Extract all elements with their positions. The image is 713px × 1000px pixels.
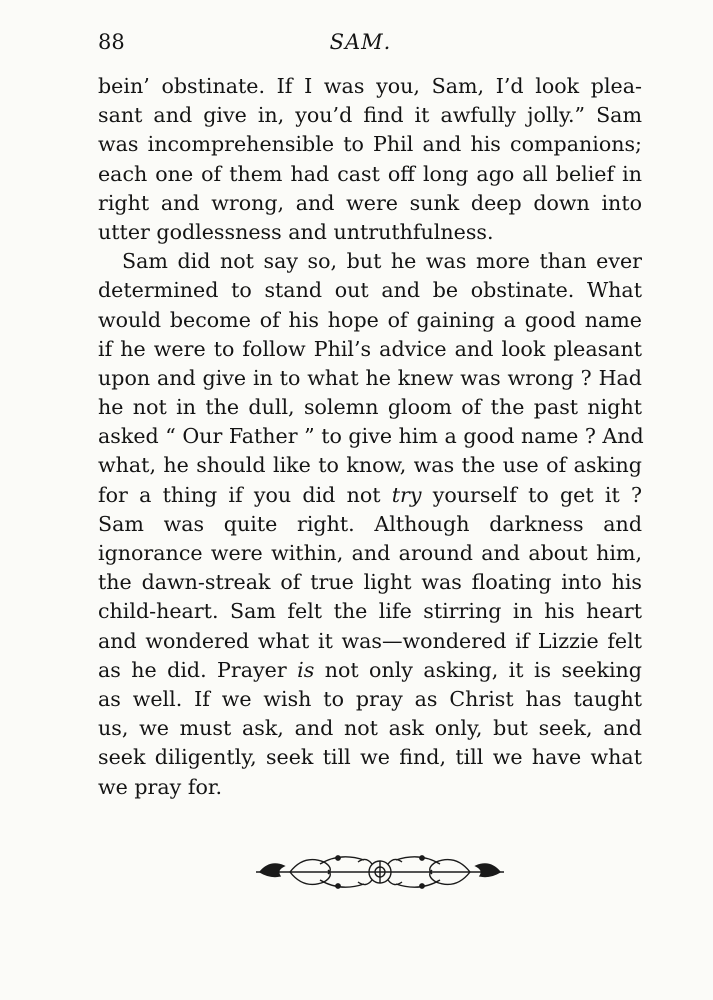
- text-line: would become of his hope of gaining a good name: [98, 307, 642, 332]
- text-line: right and wrong, and were sunk deep down into: [98, 190, 642, 215]
- text-line: asked “ Our Father ” to give him a good name ? And: [98, 424, 644, 449]
- text-line: as well. If we wish to pray as Christ has taught: [98, 686, 642, 711]
- text-line: we pray for.: [98, 774, 222, 799]
- text-line: what, he should like to know, was the use of asking: [98, 453, 642, 478]
- running-title: SAM.: [329, 30, 392, 54]
- page-number: 88: [98, 30, 125, 54]
- text-line: sant and give in, you’d find it awfully jolly.” Sam: [98, 103, 642, 128]
- text-line: determined to stand out and be obstinate. What: [98, 278, 642, 303]
- text-line: was incomprehensible to Phil and his companions;: [98, 132, 642, 157]
- text-line: seek diligently, seek till we find, till we have what: [98, 745, 642, 770]
- floral-ornament-icon: [250, 848, 510, 896]
- body-text: [98, 72, 642, 802]
- text-line: he not in the dull, solemn gloom of the past night: [98, 395, 642, 420]
- text-line: each one of them had cast off long ago all belief in: [98, 161, 642, 186]
- text-line: for a thing if you did not try yourself to get it ?: [98, 482, 643, 507]
- text-line: and wondered what it was—wondered if Lizzie felt: [98, 628, 642, 653]
- page-header: [98, 30, 623, 60]
- text-line: ignorance were within, and around and about him,: [98, 541, 642, 565]
- text-line: bein’ obstinate. If I was you, Sam, I’d look plea-: [98, 74, 642, 98]
- text-line: upon and give in to what he knew was wrong ? Had: [98, 365, 642, 390]
- text-line: Sam was quite right. Although darkness and: [98, 511, 642, 536]
- text-line: the dawn-streak of true light was floating into his: [98, 570, 642, 595]
- text-line: Sam did not say so, but he was more than ever: [122, 249, 642, 274]
- text-line: us, we must ask, and not ask only, but seek, and: [98, 716, 642, 741]
- text-line: utter godlessness and untruthfulness.: [98, 219, 494, 244]
- text-line: as he did. Prayer is not only asking, it is seeking: [98, 657, 642, 682]
- text-line: child-heart. Sam felt the life stirring in his heart: [98, 599, 642, 624]
- text-line: if he were to follow Phil’s advice and look pleasant: [98, 336, 642, 361]
